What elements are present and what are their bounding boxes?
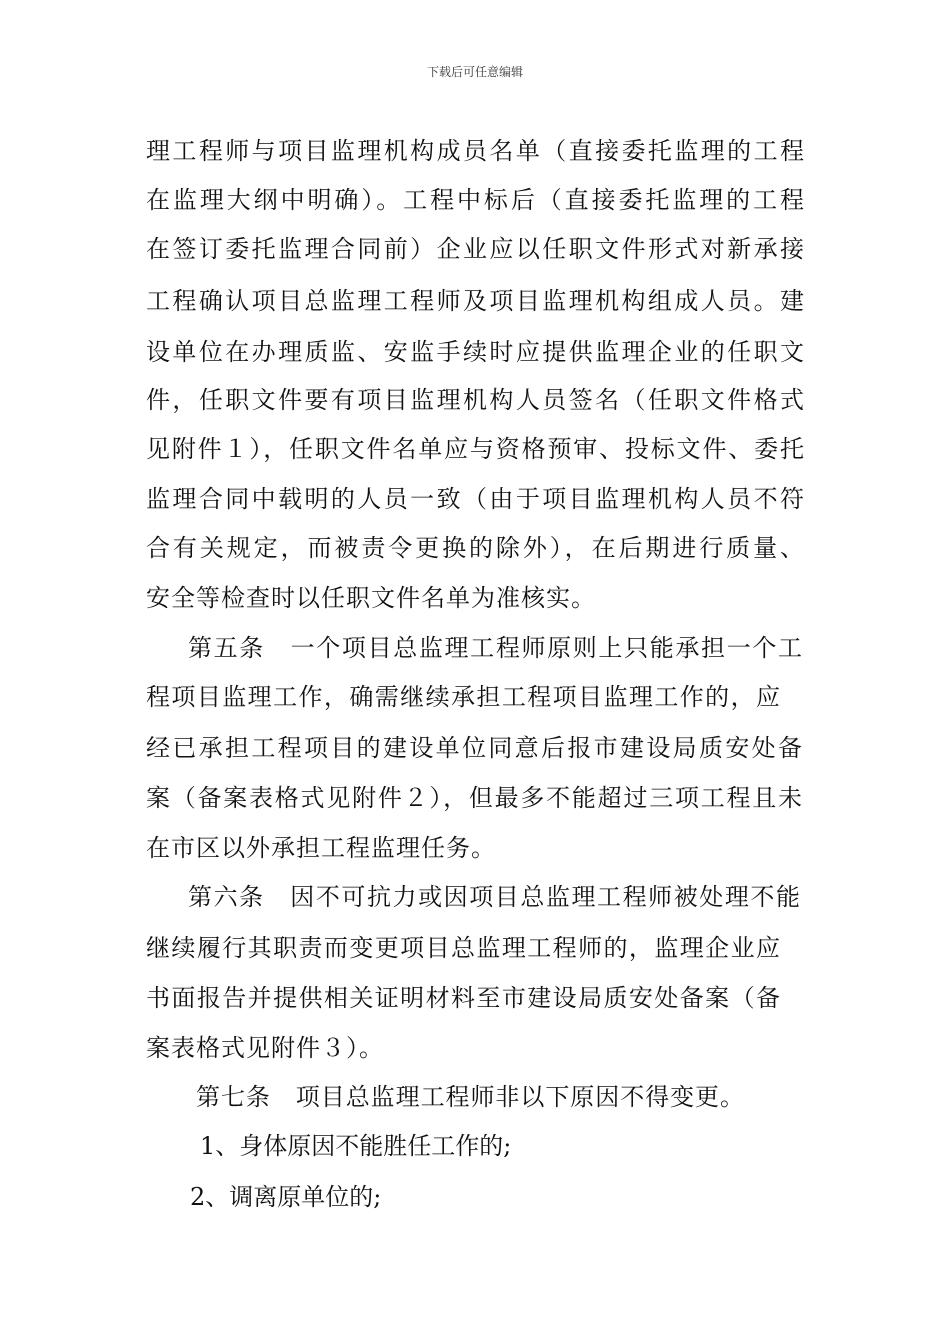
article-seven: 第七条 项目总监理工程师非以下原因不得变更。 bbox=[196, 1083, 744, 1111]
body-line: 件，任职文件要有项目监理机构人员签名（任职文件格式 bbox=[146, 386, 804, 414]
page-header: 下载后可任意编辑 bbox=[426, 65, 523, 79]
body-line: 在签订委托监理合同前）企业应以任职文件形式对新承接 bbox=[146, 235, 804, 263]
body-line: 理工程师与项目监理机构成员名单（直接委托监理的工程 bbox=[146, 137, 804, 165]
body-line: 见附件１），任职文件名单应与资格预审、投标文件、委托 bbox=[146, 435, 804, 463]
list-item-1: 1、身体原因不能胜任工作的; bbox=[200, 1132, 512, 1160]
body-line: 继续履行其职责而变更项目总监理工程师的，监理企业应 bbox=[146, 934, 780, 962]
body-line: 工程确认项目总监理工程师及项目监理机构组成人员。建 bbox=[146, 287, 804, 315]
article-six: 第六条 因不可抗力或因项目总监理工程师被处理不能 bbox=[188, 883, 800, 911]
body-line: 合有关规定，而被责令更换的除外），在后期进行质量、 bbox=[146, 534, 804, 562]
body-line: 程项目监理工作，确需继续承担工程项目监理工作的，应 bbox=[146, 683, 780, 711]
body-line: 案表格式见附件３）。 bbox=[146, 1034, 384, 1062]
list-item-2: 2、调离原单位的; bbox=[190, 1183, 382, 1211]
body-line: 设单位在办理质监、安监手续时应提供监理企业的任职文 bbox=[146, 338, 804, 366]
body-line: 在市区以外承担工程监理任务。 bbox=[146, 834, 496, 862]
body-line: 书面报告并提供相关证明材料至市建设局质安处备案（备 bbox=[146, 984, 780, 1012]
body-line: 监理合同中载明的人员一致（由于项目监理机构人员不符 bbox=[146, 485, 804, 513]
body-line: 案（备案表格式见附件２），但最多不能超过三项工程且未 bbox=[146, 784, 802, 812]
body-line: 经已承担工程项目的建设单位同意后报市建设局质安处备 bbox=[146, 734, 802, 762]
body-line: 在监理大纲中明确）。工程中标后（直接委托监理的工程 bbox=[146, 186, 804, 214]
body-line: 安全等检查时以任职文件名单为准核实。 bbox=[146, 584, 596, 612]
article-five: 第五条 一个项目总监理工程师原则上只能承担一个工 bbox=[188, 634, 802, 662]
